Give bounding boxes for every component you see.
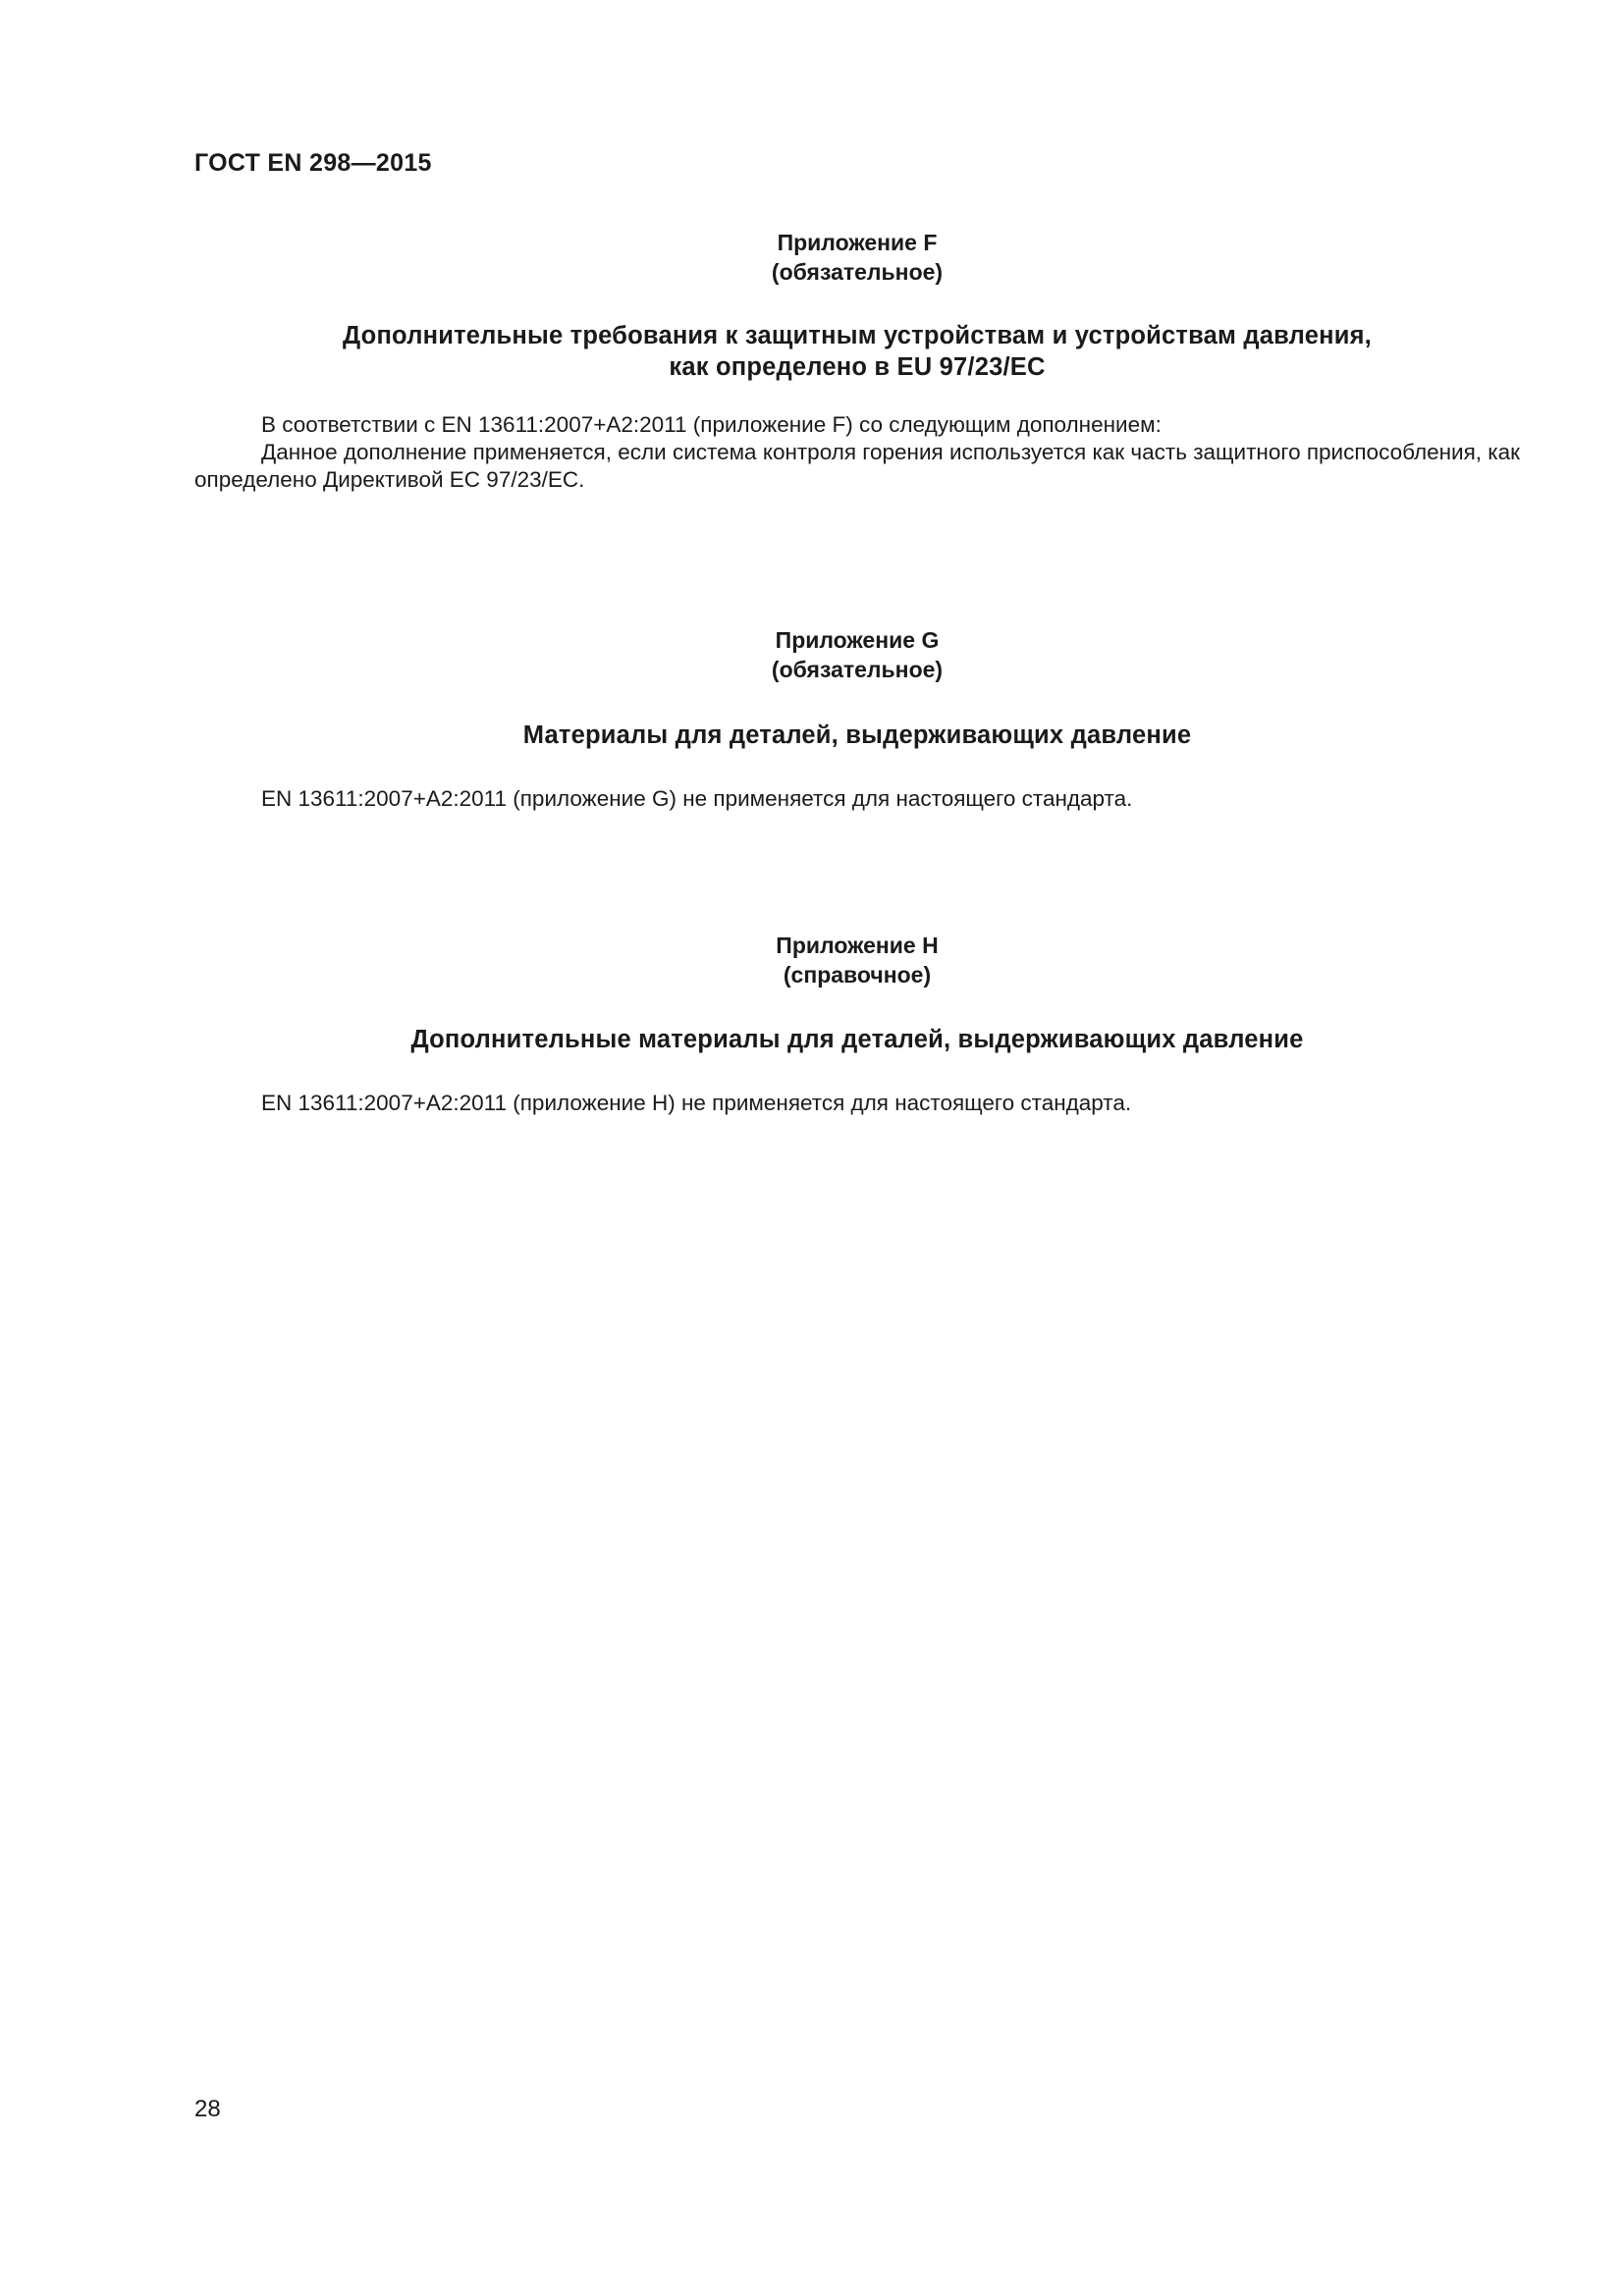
annex-g-section	[194, 625, 1520, 813]
annex-f-title: Приложение F	[777, 230, 938, 255]
annex-f-section	[194, 228, 1520, 494]
annex-h-section	[194, 931, 1520, 1117]
annex-f-heading	[194, 320, 1520, 383]
page-number: 28	[194, 2096, 221, 2122]
annex-h-paragraph: EN 13611:2007+A2:2011 (приложение H) не применяется для настоящего стандарта.	[261, 1091, 1132, 1115]
annex-f-heading-line2: как определено в EU 97/23/EC	[669, 353, 1046, 381]
annex-f-paragraph-2: Данное дополнение применяется, если система контроля горения используется как часть защитного приспособления, как определено Директивой ЕС 97/23/ЕС.	[194, 440, 1520, 492]
annex-f-heading-line1: Дополнительные требования к защитным устройствам и устройствам давления,	[343, 322, 1372, 349]
annex-g-heading: Материалы для деталей, выдерживающих давление	[522, 721, 1192, 749]
annex-g-title: Приложение G	[775, 627, 940, 653]
annex-h-status: (справочное)	[783, 962, 932, 988]
standard-code-header: ГОСТ EN 298—2015	[194, 149, 432, 177]
annex-g-paragraph: EN 13611:2007+A2:2011 (приложение G) не применяется для настоящего стандарта.	[261, 786, 1133, 811]
annex-f-status: (обязательное)	[771, 259, 944, 285]
annex-f-paragraph-1: В соответствии с EN 13611:2007+A2:2011 (приложение F) со следующим дополнением:	[261, 412, 1162, 437]
annex-h-title: Приложение H	[776, 933, 939, 958]
annex-h-heading: Дополнительные материалы для деталей, выдерживающих давление	[410, 1026, 1304, 1053]
annex-g-status: (обязательное)	[771, 657, 944, 682]
